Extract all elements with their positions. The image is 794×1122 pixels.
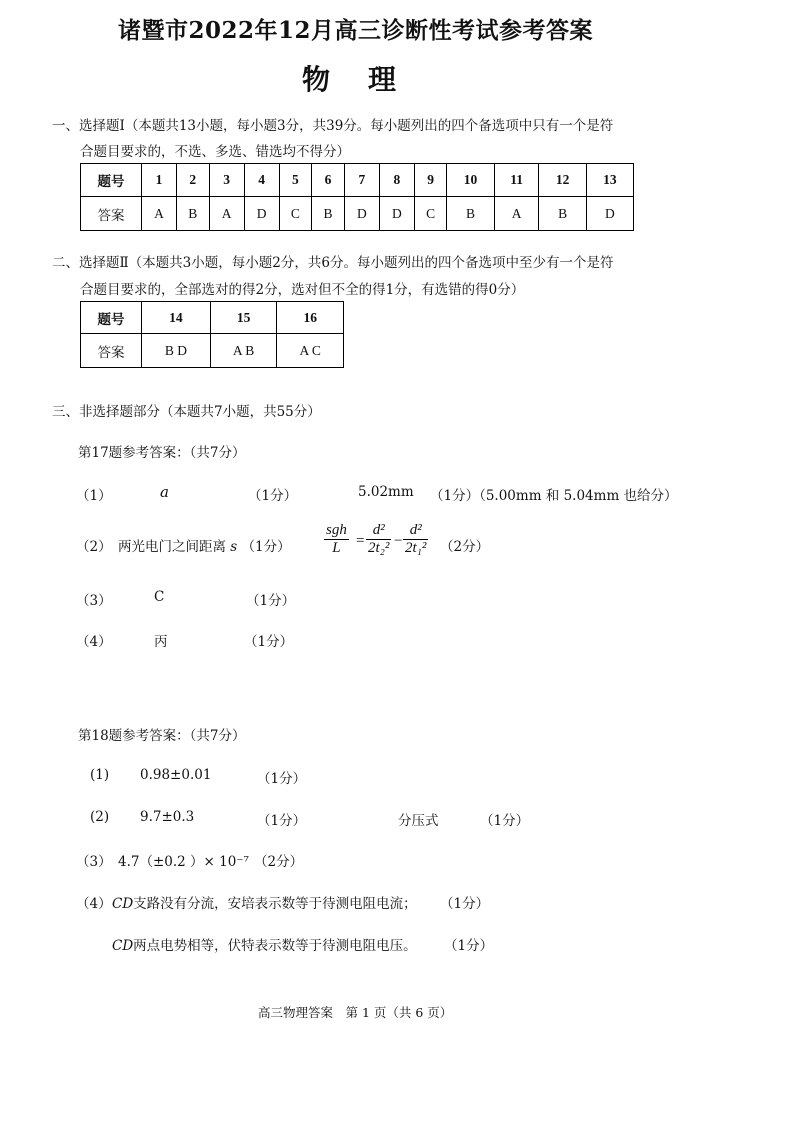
q17-part3-score: （1分） — [246, 593, 296, 609]
document-title: 诸暨市2022年12月高三诊断性考试参考答案 — [118, 17, 594, 44]
q17-part3-number: （3） — [76, 593, 112, 609]
subject-title: 物理 — [302, 63, 435, 96]
q18-part3-score: （2分） — [254, 854, 304, 870]
q17-part2-score2: （2分） — [440, 539, 490, 555]
q18-part4-score2: （1分） — [444, 938, 494, 954]
q18-part2-number: (2) — [90, 809, 110, 825]
question-cell: 7 — [344, 164, 379, 197]
answer-cell: D — [244, 197, 279, 231]
q17-part1-score2: （1分）（5.00mm 和 5.04mm 也给分） — [430, 488, 678, 504]
question-cell: 8 — [379, 164, 414, 197]
q18-heading: 第18题参考答案：（共7分） — [78, 728, 246, 744]
q18-part1-number: (1) — [90, 767, 110, 783]
question-cell: 16 — [277, 302, 344, 334]
question-cell: 3 — [209, 164, 244, 197]
section2-instructions-line2: 合题目要求的，全部选对的得2分，选对但不全的得1分，有选错的得0分） — [80, 282, 525, 298]
q18-part2-answer: 9.7±0.3 — [140, 809, 195, 825]
answer-cell: B — [312, 197, 345, 231]
question-cell: 14 — [142, 302, 211, 334]
question-cell: 13 — [586, 164, 633, 197]
answer-cell: A — [142, 197, 177, 231]
q17-part3-answer: C — [154, 589, 165, 605]
row-label-question: 题号 — [81, 302, 142, 334]
question-cell: 1 — [142, 164, 177, 197]
q17-part1-number: （1） — [76, 488, 112, 504]
question-cell: 6 — [312, 164, 345, 197]
formula-lhs-fraction — [324, 522, 349, 557]
formula-term2-fraction — [403, 522, 428, 557]
formula-minus: − — [394, 533, 403, 549]
formula-lhs-numerator: sgh — [326, 522, 347, 538]
answer-cell: B — [177, 197, 210, 231]
q18-part4-line2-text: 两点电势相等，伏特表示数等于待测电阻电压。 — [133, 938, 417, 954]
q17-part2-number: （2） — [76, 539, 112, 555]
section3-heading: 三、非选择题部分（本题共7小题，共55分） — [52, 404, 321, 420]
section1-instructions-line2: 合题目要求的，不选、多选、错选均不得分） — [80, 144, 350, 160]
q18-part4-line2 — [112, 934, 417, 954]
question-cell: 4 — [244, 164, 279, 197]
section1-answer-table — [80, 163, 634, 231]
q17-part4-answer: 丙 — [154, 634, 168, 650]
section2-instructions-line1: 二、选择题Ⅱ（本题共3小题，每小题2分，共6分。每小题列出的四个备选项中至少有一个是符 — [52, 255, 614, 271]
q17-part4-score: （1分） — [244, 634, 294, 650]
answer-cell: A B — [210, 334, 277, 368]
answer-cell: C — [279, 197, 312, 231]
q17-part1-answer: a — [160, 483, 169, 501]
question-cell: 11 — [494, 164, 539, 197]
question-cell: 5 — [279, 164, 312, 197]
q18-part3-number: （3） — [76, 854, 112, 870]
answer-cell: B — [447, 197, 494, 231]
row-label-question: 题号 — [81, 164, 142, 197]
formula-term2-numerator: d² — [409, 522, 422, 538]
page-footer: 高三物理答案 第 1 页（共 6 页） — [258, 1005, 453, 1020]
q17-part2-answer-text: 两光电门之间距离 — [118, 539, 226, 555]
q18-part3-answer: 4.7（±0.2 ）× 10⁻⁷ — [118, 854, 249, 870]
section2-answer-table — [80, 301, 344, 368]
answer-cell: B D — [142, 334, 211, 368]
formula-term1-fraction — [366, 522, 391, 557]
answer-row — [81, 197, 634, 231]
q17-part2-answer — [118, 535, 291, 555]
q18-part4-line1-text: 支路没有分流，安培表示数等于待测电阻电流； — [133, 896, 417, 912]
row-label-answer: 答案 — [81, 197, 142, 231]
q18-part4-number: （4） — [76, 896, 112, 912]
formula-lhs-denominator: L — [324, 539, 349, 557]
q18-cd-label: CD — [112, 938, 134, 954]
formula-equals: = — [356, 533, 365, 549]
answer-cell: A — [494, 197, 539, 231]
answer-cell: A C — [277, 334, 344, 368]
q17-part2-variable: s — [230, 539, 238, 555]
answer-cell: D — [379, 197, 414, 231]
q17-part1-answer2: 5.02mm — [358, 484, 414, 500]
section1-instructions-line1: 一、选择题Ⅰ（本题共13小题，每小题3分，共39分。每小题列出的四个备选项中只有一个是符 — [52, 118, 614, 134]
q18-part4-line1 — [112, 892, 417, 912]
q18-part2-score: （1分） — [257, 813, 307, 829]
answer-row — [81, 334, 344, 368]
question-number-row — [81, 302, 344, 334]
q17-part2-score: （1分） — [241, 539, 291, 555]
answer-cell: B — [539, 197, 586, 231]
row-label-answer: 答案 — [81, 334, 142, 368]
q18-part1-score: （1分） — [257, 771, 307, 787]
question-cell: 15 — [210, 302, 277, 334]
answer-cell: A — [209, 197, 244, 231]
q18-cd-label: CD — [112, 896, 134, 912]
question-cell: 12 — [539, 164, 586, 197]
q18-part1-answer: 0.98±0.01 — [140, 767, 212, 783]
q17-part4-number: （4） — [76, 634, 112, 650]
answer-cell: D — [586, 197, 633, 231]
formula-term1-denominator: 2t₂² — [368, 540, 390, 556]
q17-heading: 第17题参考答案：（共7分） — [78, 445, 246, 461]
q18-part2-score2: （1分） — [480, 813, 530, 829]
q18-part4-score1: （1分） — [440, 896, 490, 912]
question-number-row — [81, 164, 634, 197]
answer-cell: D — [344, 197, 379, 231]
answer-cell: C — [414, 197, 447, 231]
question-cell: 2 — [177, 164, 210, 197]
formula-term2-denominator: 2t₁² — [405, 540, 427, 556]
q17-part1-score: （1分） — [248, 488, 298, 504]
question-cell: 10 — [447, 164, 494, 197]
question-cell: 9 — [414, 164, 447, 197]
formula-term1-numerator: d² — [372, 522, 385, 538]
q18-part2-answer2: 分压式 — [398, 813, 439, 829]
